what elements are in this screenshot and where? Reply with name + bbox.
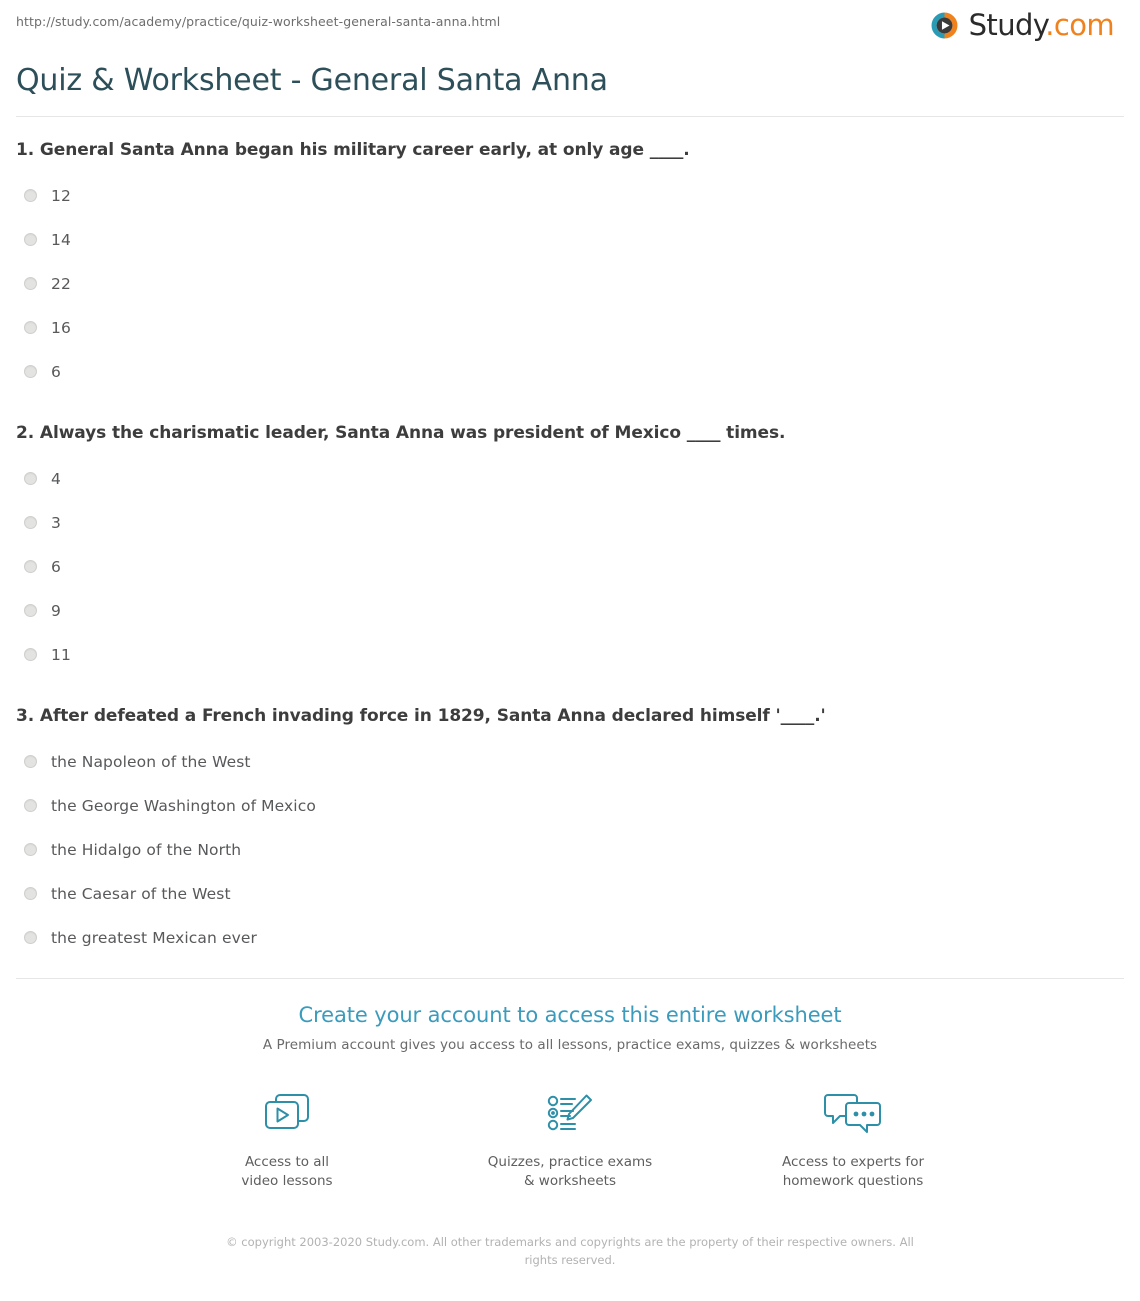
play-circle-icon xyxy=(929,10,960,41)
radio-button-icon[interactable] xyxy=(24,887,37,900)
study-com-logo[interactable] xyxy=(929,10,1124,41)
quiz-checklist-pencil-icon xyxy=(542,1090,598,1138)
option-row[interactable] xyxy=(16,916,1124,960)
question-body-2: Always the charismatic leader, Santa Anna was president of Mexico ____ times. xyxy=(39,422,786,443)
benefit-icon-wrap xyxy=(200,1085,375,1143)
options-list-2 xyxy=(16,457,1124,677)
question-spacer xyxy=(16,400,1124,422)
radio-button-icon[interactable] xyxy=(24,189,37,202)
option-label: 22 xyxy=(51,274,71,293)
question-text-1 xyxy=(16,139,1124,162)
radio-button-icon[interactable] xyxy=(24,799,37,812)
benefit-label-line1: Quizzes, practice exams xyxy=(487,1153,653,1170)
benefit-label-line2: video lessons xyxy=(241,1173,333,1190)
copyright-text: © copyright 2003-2020 Study.com. All other trademarks and copyrights are the property of their respective owners. All rights reserved. xyxy=(226,1234,914,1267)
question-body-1: General Santa Anna began his military career early, at only age ____. xyxy=(39,140,690,160)
benefit-icon-wrap xyxy=(766,1085,941,1143)
option-label: 14 xyxy=(51,230,71,249)
radio-button-icon[interactable] xyxy=(24,648,37,661)
option-label: 12 xyxy=(51,186,71,205)
option-label: the Napoleon of the West xyxy=(51,752,251,771)
option-row[interactable] xyxy=(16,174,1124,218)
question-number-3: 3. xyxy=(16,705,35,726)
radio-button-icon[interactable] xyxy=(24,560,37,573)
benefit-quizzes xyxy=(483,1085,658,1192)
options-list-1 xyxy=(16,174,1124,394)
benefit-icon-wrap xyxy=(483,1085,658,1143)
option-label: the George Washington of Mexico xyxy=(51,796,316,815)
question-block-2 xyxy=(16,422,1124,677)
option-label: the greatest Mexican ever xyxy=(51,928,257,947)
question-text-3 xyxy=(16,705,1124,728)
benefit-label-line2: & worksheets xyxy=(523,1173,616,1190)
benefit-label xyxy=(483,1153,658,1192)
brand-suffix: .com xyxy=(1045,8,1114,42)
option-row[interactable] xyxy=(16,218,1124,262)
option-row[interactable] xyxy=(16,784,1124,828)
benefit-video-lessons xyxy=(200,1085,375,1192)
option-row[interactable] xyxy=(16,306,1124,350)
option-row[interactable] xyxy=(16,589,1124,633)
top-bar xyxy=(16,0,1124,52)
option-label: 6 xyxy=(51,362,61,381)
brand-name: Study xyxy=(968,8,1046,42)
option-row[interactable] xyxy=(16,740,1124,784)
option-row[interactable] xyxy=(16,457,1124,501)
page-url: http://study.com/academy/practice/quiz-worksheet-general-santa-anna.html xyxy=(16,14,501,29)
option-row[interactable] xyxy=(16,350,1124,394)
option-row[interactable] xyxy=(16,545,1124,589)
option-row[interactable] xyxy=(16,828,1124,872)
radio-button-icon[interactable] xyxy=(24,321,37,334)
option-label: the Hidalgo of the North xyxy=(51,840,242,859)
option-row[interactable] xyxy=(16,872,1124,916)
benefit-label-line2: homework questions xyxy=(782,1173,924,1190)
cta-title[interactable]: Create your account to access this entire worksheet xyxy=(298,1002,842,1027)
radio-button-icon[interactable] xyxy=(24,472,37,485)
create-account-cta xyxy=(16,979,1124,1270)
brand-wordmark xyxy=(968,8,1114,42)
radio-button-icon[interactable] xyxy=(24,755,37,768)
benefit-label xyxy=(200,1153,375,1192)
question-block-1 xyxy=(16,139,1124,394)
benefit-label-line1: Access to experts for xyxy=(781,1153,924,1170)
option-row[interactable] xyxy=(16,262,1124,306)
benefits-row xyxy=(16,1085,1124,1192)
benefit-label-line1: Access to all xyxy=(244,1153,330,1170)
question-number-1: 1. xyxy=(16,140,35,160)
option-row[interactable] xyxy=(16,633,1124,677)
question-spacer xyxy=(16,683,1124,705)
benefit-label xyxy=(766,1153,941,1192)
question-text-2 xyxy=(16,422,1124,445)
radio-button-icon[interactable] xyxy=(24,931,37,944)
cta-subtitle: A Premium account gives you access to all lessons, practice exams, quizzes & worksheets xyxy=(262,1036,878,1053)
question-block-3 xyxy=(16,705,1124,960)
question-number-2: 2. xyxy=(16,422,35,443)
radio-button-icon[interactable] xyxy=(24,233,37,246)
question-body-3: After defeated a French invading force in 1829, Santa Anna declared himself '____.' xyxy=(39,705,826,726)
option-label: 11 xyxy=(51,645,71,664)
radio-button-icon[interactable] xyxy=(24,604,37,617)
option-label: 3 xyxy=(51,513,61,532)
benefit-experts xyxy=(766,1085,941,1192)
option-row[interactable] xyxy=(16,501,1124,545)
option-label: the Caesar of the West xyxy=(51,884,231,903)
questions-list xyxy=(16,117,1124,960)
radio-button-icon[interactable] xyxy=(24,516,37,529)
radio-button-icon[interactable] xyxy=(24,843,37,856)
options-list-3 xyxy=(16,740,1124,960)
option-label: 16 xyxy=(51,318,71,337)
page-title: Quiz & Worksheet - General Santa Anna xyxy=(16,63,608,98)
video-lessons-icon xyxy=(259,1090,315,1138)
radio-button-icon[interactable] xyxy=(24,365,37,378)
option-label: 9 xyxy=(51,601,61,620)
option-label: 4 xyxy=(51,469,61,488)
chat-bubbles-icon xyxy=(822,1090,884,1138)
option-label: 6 xyxy=(51,557,61,576)
radio-button-icon[interactable] xyxy=(24,277,37,290)
